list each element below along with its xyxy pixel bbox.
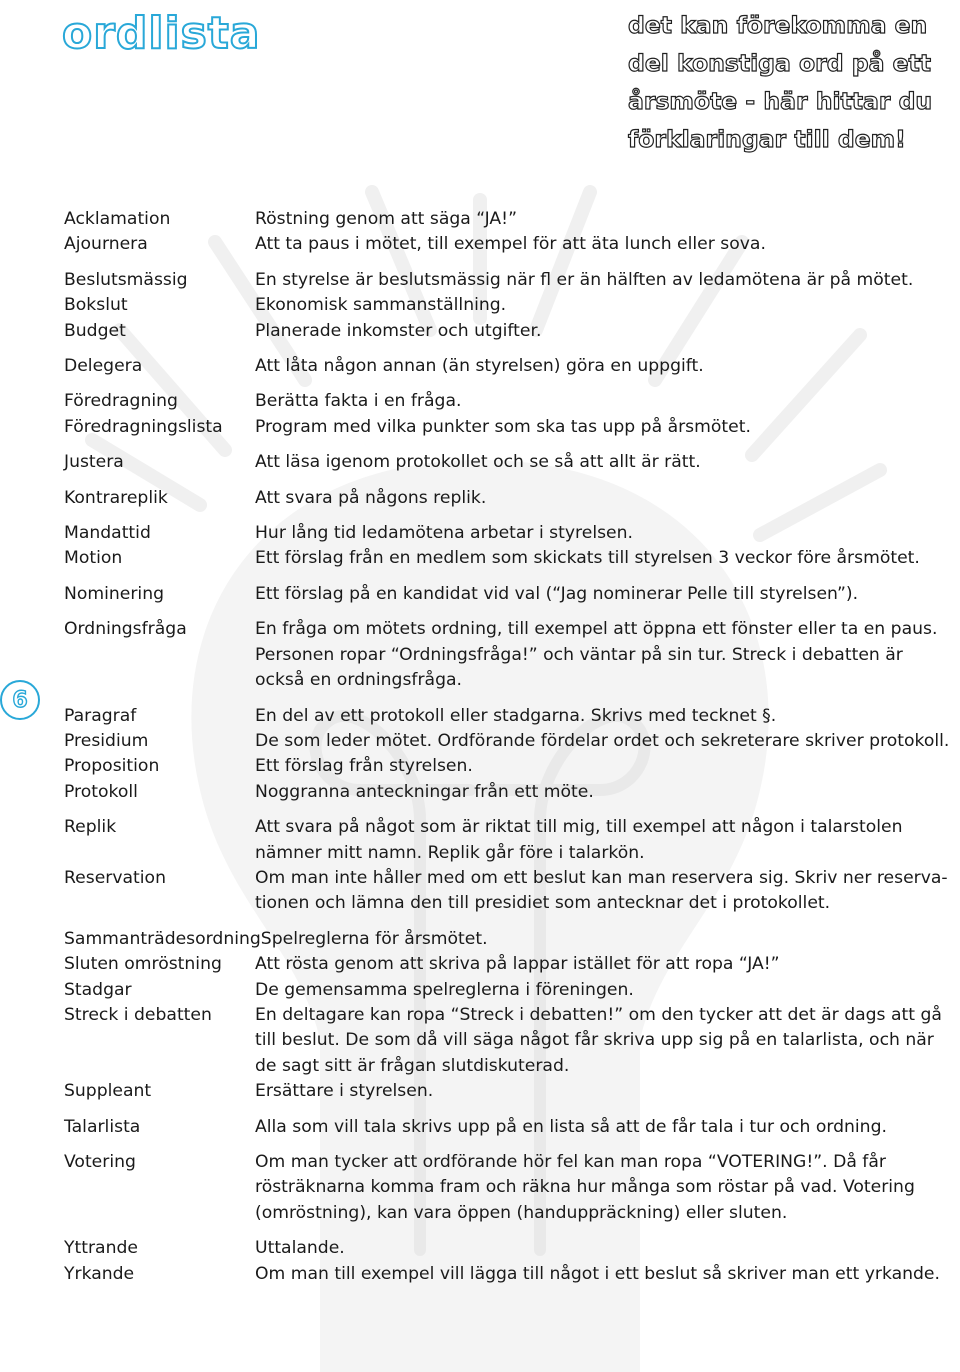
glossary-term: Kontrareplik <box>64 487 168 508</box>
glossary-term: Beslutsmässig <box>64 269 188 290</box>
glossary-entry <box>64 927 954 952</box>
glossary-definition: Alla som vill tala skrivs upp på en lista så att de får tala i tur och ordning. <box>255 1116 887 1137</box>
glossary-definition: Att låta någon annan (än styrelsen) göra en uppgift. <box>255 356 704 377</box>
glossary-term: Föredragning <box>64 391 178 412</box>
glossary-term: Yttrande <box>64 1238 138 1259</box>
page-title: ordlista <box>62 8 261 59</box>
glossary-entry <box>64 582 954 607</box>
glossary-term: Proposition <box>64 756 160 777</box>
glossary-entry <box>64 293 954 318</box>
glossary-term: Presidium <box>64 730 149 751</box>
glossary-definition: En styrelse är beslutsmässig när fl er än hälften av ledamötena är på mötet. <box>255 269 914 290</box>
glossary-definition: Ett förslag från styrelsen. <box>255 756 473 777</box>
glossary-entry <box>64 1236 954 1261</box>
glossary-definition: Att rösta genom att skriva på lappar istället för att ropa “JA!” <box>255 954 780 975</box>
glossary-definition: Ekonomisk sammanställning. <box>255 295 507 316</box>
glossary-term: Delegera <box>64 356 143 377</box>
glossary-term: Sluten omröstning <box>64 954 222 975</box>
glossary-entry <box>64 754 954 779</box>
glossary-entry <box>64 232 954 257</box>
glossary-list <box>64 207 954 1287</box>
glossary-entry <box>64 389 954 414</box>
glossary-entry <box>64 815 954 866</box>
glossary-entry <box>64 415 954 440</box>
glossary-definition: De som leder mötet. Ordförande fördelar ordet och sekreterare skriver protokoll. <box>255 730 950 751</box>
glossary-term: Nominering <box>64 583 165 604</box>
glossary-definition: Noggranna anteckningar från ett möte. <box>255 781 594 802</box>
glossary-definition: Hur lång tid ledamötena arbetar i styrelsen. <box>255 523 633 544</box>
glossary-entry <box>64 486 954 511</box>
glossary-definition: Ett förslag på en kandidat vid val (“Jag nominerar Pelle till styrelsen”). <box>255 583 859 604</box>
glossary-term: Acklamation <box>64 209 171 229</box>
glossary-entry <box>64 521 954 546</box>
glossary-entry <box>64 207 954 232</box>
page-subtitle: det kan förekomma en del konstiga ord på ett årsmöte - här hittar du förklaringar till dem! <box>628 11 933 153</box>
glossary-definition: En del av ett protokoll eller stadgarna. Skrivs med tecknet §. <box>255 705 777 726</box>
glossary-term: Reservation <box>64 867 166 888</box>
glossary-term: Yrkande <box>64 1263 135 1284</box>
glossary-entry <box>64 268 954 293</box>
glossary-definition: Ersättare i styrelsen. <box>255 1081 434 1102</box>
page-number: 6 <box>12 687 28 713</box>
glossary-entry <box>64 354 954 379</box>
glossary-term: Votering <box>64 1152 136 1172</box>
glossary-term: Justera <box>64 452 124 473</box>
glossary-entry <box>64 617 954 693</box>
glossary-term: Ajournera <box>64 234 148 255</box>
glossary-entry <box>64 866 954 917</box>
glossary-entry <box>64 450 954 475</box>
glossary-entry <box>64 1262 954 1287</box>
glossary-definition: Berätta fakta i en fråga. <box>255 391 462 412</box>
glossary-definition: De gemensamma spelreglerna i föreningen. <box>255 979 634 1000</box>
glossary-entry <box>64 1079 954 1104</box>
glossary-definition: Ett förslag från en medlem som skickats till styrelsen 3 veckor före årsmötet. <box>255 548 920 569</box>
glossary-entry <box>64 780 954 805</box>
glossary-definition: Program med vilka punkter som ska tas upp på årsmötet. <box>255 416 751 437</box>
glossary-entry <box>64 729 954 754</box>
glossary-term: Stadgar <box>64 979 132 1000</box>
glossary-term: Protokoll <box>64 781 138 802</box>
glossary-term: Mandattid <box>64 523 151 544</box>
glossary-entry <box>64 978 954 1003</box>
glossary-term: Suppleant <box>64 1081 152 1102</box>
glossary-entry <box>64 1003 954 1079</box>
glossary-entry <box>64 546 954 571</box>
glossary-definition: Uttalande. <box>255 1238 345 1259</box>
glossary-definition: Att läsa igenom protokollet och se så att allt är rätt. <box>255 452 701 473</box>
glossary-definition: En fråga om mötets ordning, till exempel att öppna ett fönster eller ta en paus. Personen ropar “Ordningsfråga!” och väntar på sin tur. Streck i debatten är också en ordningsfråga. <box>255 619 938 691</box>
glossary-term: Streck i debatten <box>64 1004 212 1025</box>
glossary-definition: Planerade inkomster och utgifter. <box>255 320 542 341</box>
glossary-term: Talarlista <box>64 1116 141 1137</box>
glossary-term: Föredragningslista <box>64 416 223 437</box>
glossary-entry <box>64 1150 954 1226</box>
glossary-definition: Att svara på någons replik. <box>255 487 487 508</box>
glossary-definition: Att svara på något som är riktat till mig, till exempel att någon i talarstolen nämner mitt namn. Replik går före i talarkön. <box>255 817 903 863</box>
glossary-entry <box>64 319 954 344</box>
glossary-definition: Röstning genom att säga “JA!” <box>255 209 517 229</box>
glossary-term: Sammanträdesordning <box>64 928 261 949</box>
glossary-entry <box>64 952 954 977</box>
glossary-definition: Om man inte håller med om ett beslut kan man reservera sig. Skriv ner reserva-tionen och lämna den till presidiet som antecknar det i protokollet. <box>255 867 948 914</box>
glossary-definition: Spelreglerna för årsmötet. <box>260 928 488 949</box>
glossary-term: Ordningsfråga <box>64 619 187 640</box>
glossary-entry <box>64 1115 954 1140</box>
glossary-term: Budget <box>64 320 126 341</box>
glossary-term: Motion <box>64 548 123 569</box>
glossary-definition: Att ta paus i mötet, till exempel för att äta lunch eller sova. <box>255 234 766 255</box>
glossary-definition: En deltagare kan ropa “Streck i debatten!” om den tycker att det är dags att gå till beslut. De som då vill säga något får skriva upp sig på en talarlista, och när de sagt sitt är frågan slutdiskuterad. <box>255 1004 942 1076</box>
glossary-definition: Om man tycker att ordförande hör fel kan man ropa “VOTERING!”. Då får rösträknarna komma fram och räkna hur många som röstar på vad. Votering (omröstning), kan vara öppen (handuppräckning) eller sluten. <box>255 1152 915 1223</box>
glossary-definition: Om man till exempel vill lägga till något i ett beslut så skriver man ett yrkande. <box>255 1263 940 1284</box>
glossary-term: Paragraf <box>64 705 137 726</box>
glossary-term: Bokslut <box>64 295 128 316</box>
glossary-entry <box>64 704 954 729</box>
glossary-term: Replik <box>64 817 117 838</box>
